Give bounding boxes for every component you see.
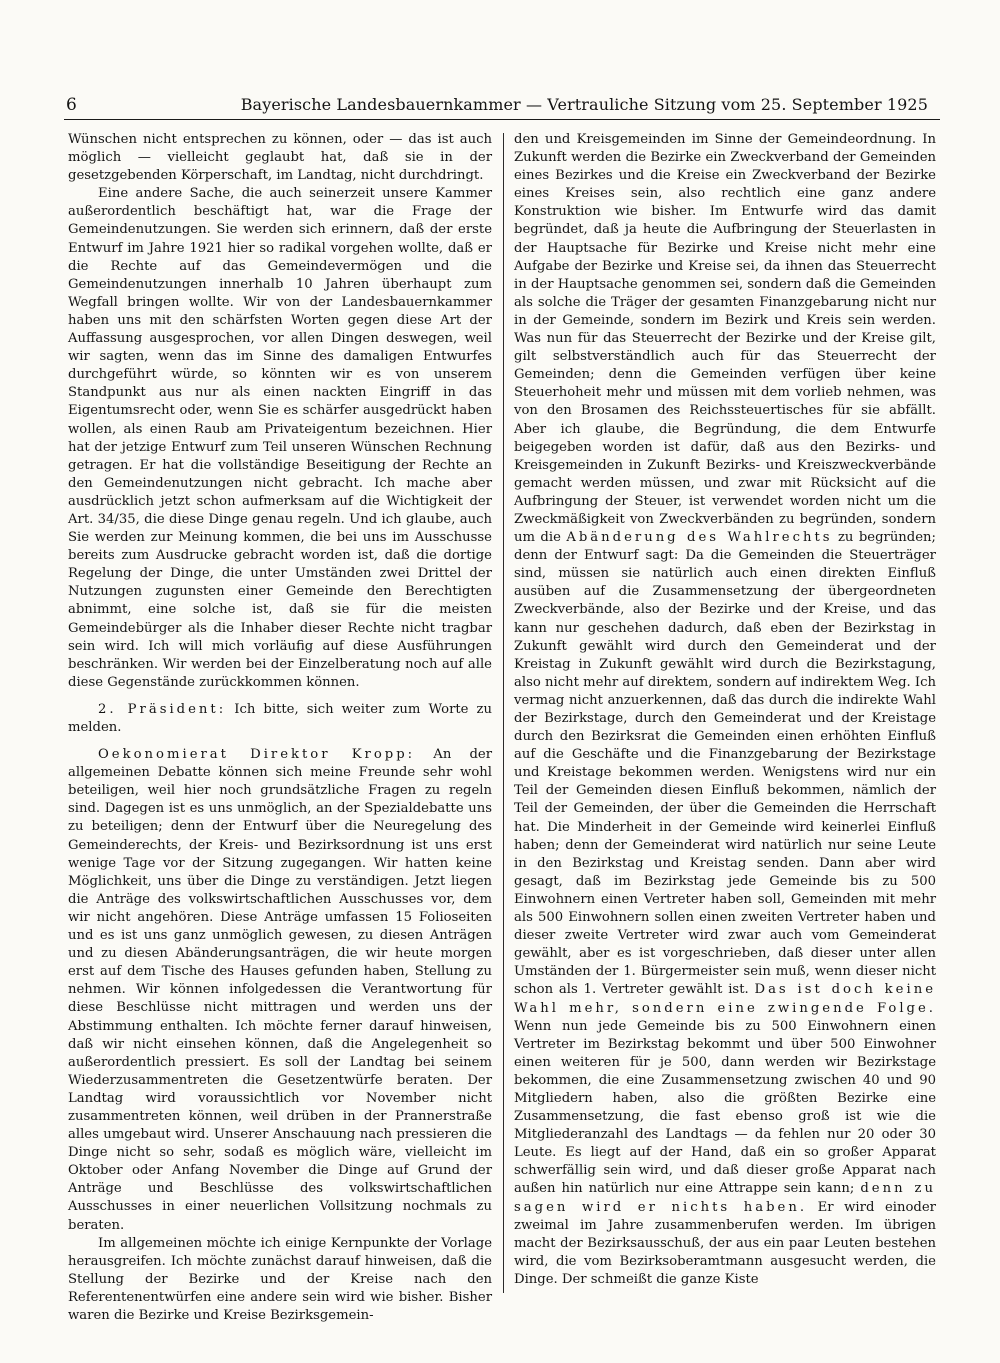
running-title: Bayerische Landesbauernkammer — Vertrauliche Sitzung vom 25. September 1925: [240, 95, 928, 114]
paragraph-text: Im allgemeinen möchte ich einige Kernpunkte der Vorlage herausgreifen. Ich möchte zunächst darauf hinweisen, daß die Stellung der Bezirke und der Kreise nach den Referentenentwürfen eine andere sein wird wie bisher. Bisher waren die Bezirke und Kreise Bezirksgemein-: [68, 1235, 492, 1323]
paragraph: [514, 131, 936, 1289]
running-header: [64, 95, 940, 120]
paragraph-text: Wenn nun jede Gemeinde bis zu 500 Einwohnern einen Vertreter im Bezirkstag bekommt und über 500 Einwohner einen weiteren für je 500, dann werden wir Bezirkstage bekommen, die eine Zusammensetzung zwischen 40 und 90 Mitgliedern haben, also die größten Bezirke eine Zusammensetzung, die fast ebenso groß ist wie die Mitgliederanzahl des Landtags — da fehlen nur 20 oder 30 Leute. Es liegt auf der Hand, daß ein so großer Apparat schwerfällig sein wird, und daß dieser große Apparat nach außen hin natürlich nur eine Attrappe sein kann;: [514, 1018, 936, 1197]
paragraph: [68, 131, 492, 185]
paragraph: [68, 746, 492, 1235]
paragraph: [68, 1235, 492, 1325]
right-column: [514, 131, 936, 1301]
page-number: 6: [66, 95, 77, 115]
speaker-name: Oekonomierat Direktor Kropp:: [98, 747, 416, 763]
paragraph: [68, 701, 492, 737]
emphasis-text: Das ist doch keine Wahl mehr, sondern eine zwingende Folge.: [514, 982, 936, 1016]
emphasis-text: Abänderung des Wahlrechts: [566, 530, 833, 546]
left-column: [68, 131, 493, 1323]
paragraph-text: den und Kreisgemeinden im Sinne der Gemeindeordnung. In Zukunft werden die Bezirke ein Zweckverband der Gemeinden eines Bezirkes und die Kreise ein Zweckverband der Bezirke eines Kreises sein, also rechtlich eine ganz andere Konstruktion wie bisher. Im Entwurfe wird das damit begründet, daß ja heute die Aufbringung der Steuerlasten in der Hauptsache für Bezirke und Kreise nicht mehr eine Aufgabe der Bezirke und Kreise sei, da ihnen das Steuerrecht in der Hauptsache genommen sei, sondern daß die Gemeinden als solche die Träger der gesamten Finanzgebarung nicht nur in der Gemeinde, sondern im Bezirk und Kreis sein werden. Was nun für das Steuerrecht der Bezirke und der Kreise gilt, gilt selbstverständlich auch für das Steuerrecht der Gemeinden; denn die Gemeinden verfügen über keine Steuerhoheit mehr und müssen mit dem vorlieb nehmen, was von den Brosamen des Reichssteuertisches für sie abfällt. Aber ich glaube, die Begründung, die dem Entwurfe beigegeben worden ist dafür, daß aus den Bezirks- und Kreisgemeinden in Zukunft Bezirks- und Kreiszweckverbände gemacht werden müssen, und zwar mit Rücksicht auf die Aufbringung der Steuer, ist verwendet worden nicht um die Zweckmäßigkeit von Zweckverbänden zu begründen, sondern um die: [514, 132, 936, 546]
emphasis-text: denn zu sagen wird er nichts haben.: [514, 1181, 936, 1215]
paragraph-text: Eine andere Sache, die auch seinerzeit unsere Kammer außerordentlich beschäftigt hat, war die Frage der Gemeindenutzungen. Sie werden sich erinnern, daß der erste Entwurf im Jahre 1921 hier so radikal vorgehen wollte, daß er die Rechte auf das Gemeindevermögen und die Gemeindenutzungen innerhalb 10 Jahren überhaupt zum Wegfall bringen wollte. Wir von der Landesbauernkammer haben uns mit den schärfsten Worten gegen diese Art der Auffassung ausgesprochen, vor allen Dingen deswegen, weil wir sagten, wenn das im Sinne des damaligen Entwurfes durchgeführt würde, so könnten wir es von unserem Standpunkt aus nur als einen nackten Eingriff in das Eigentumsrecht oder, wenn Sie es schärfer ausgedrückt haben wollen, als einen Raub am Privateigentum bezeichnen. Hier hat der jetzige Entwurf zum Teil unseren Wünschen Rechnung getragen. Er hat die vollständige Beseitigung der Rechte an den Gemeindenutzungen nicht gebracht. Ich mache aber ausdrücklich jetzt schon aufmerksam auf die Wichtigkeit der Art. 34/35, die diese Dinge genau regeln. Und ich glaube, auch Sie werden zur Meinung kommen, die bei uns im Ausschusse bereits zum Ausdrucke gebracht worden ist, daß die dortige Regelung der Dinge, die unter Umständen zwei Drittel der Nutzungen zugunsten einer Gemeinde den Berechtigten abnimmt, eine solche ist, daß sie für die meisten Gemeindebürger als die Inhaber dieser Rechte nicht tragbar sein wird. Ich will mich vorläufig auf diese Ausführungen beschränken. Wir werden bei der Einzelberatung noch auf alle diese Gegenstände zurückkommen können.: [68, 186, 492, 690]
column-divider: [503, 133, 504, 1293]
paragraph-text: zu begründen; denn der Entwurf sagt: Da die Gemeinden die Steuerträger sind, müssen sie natürlich auch einen direkten Einfluß ausüben auf die Zusammensetzung der übergeordneten Zweckverbände, also der Bezirke und der Kreise, und das kann nur geschehen dadurch, daß eben der Bezirkstag in Zukunft gewählt wird durch den Gemeinderat und der Kreistag in Zukunft gewählt wird durch die Bezirkstagung, also nicht mehr auf direktem, sondern auf indirektem Weg. Ich vermag nicht anzuerkennen, daß das durch die indirekte Wahl der Bezirkstage, durch den Gemeinderat und der Kreistage durch den Bezirksrat die Gemeinden einen erhöhten Einfluß auf die Geschäfte und die Finanzgebarung der Bezirkstage und Kreistage bekommen werden. Wenigstens wird nur ein Teil der Gemeinden diesen Einfluß bekommen, nämlich der Teil der Gemeinden, der über die Gemeinden die Herrschaft hat. Die Minderheit in der Gemeinde wird keinerlei Einfluß haben; denn der Gemeinderat wird natürlich nur seine Leute in den Bezirkstag und Kreistag senden. Dann aber wird gesagt, daß im Bezirkstag jede Gemeinde bis zu 500 Einwohnern einen Vertreter haben soll, Gemeinden mit mehr als 500 Einwohnern sollen einen zweiten Vertreter haben und dieser zweite Vertreter wird zwar auch vom Gemeinderat gewählt, aber es ist vorgeschrieben, daß dieser unter allen Umständen der 1. Bürgermeister sein muß, wenn dieser nicht schon als 1. Vertreter gewählt ist.: [514, 530, 936, 998]
paragraph-text: An der allgemeinen Debatte können sich meine Freunde sehr wohl beteiligen, weil hier noch grundsätzliche Fragen zu regeln sind. Dagegen ist es uns unmöglich, an der Spezialdebatte uns zu beteiligen; denn der Entwurf über die Neuregelung des Gemeinderechts, der Kreis- und Bezirksordnung ist uns erst wenige Tage vor der Sitzung zugegangen. Wir hatten keine Möglichkeit, uns über die Dinge zu verständigen. Jetzt liegen die Anträge des volkswirtschaftlichen Ausschusses vor, dem wir nicht angehören. Diese Anträge umfassen 15 Folioseiten und es ist uns ganz unmöglich gewesen, zu diesen Anträgen und zu diesen Abänderungsanträgen, die wir heute morgen erst auf dem Tische des Hauses gefunden haben, Stellung zu nehmen. Wir können infolgedessen die Verantwortung für diese Beschlüsse nicht mittragen und werden uns der Abstimmung enthalten. Ich möchte ferner darauf hinweisen, daß wir nicht einsehen können, daß die Angelegenheit so außerordentlich pressiert. Es soll der Landtag bei seinem Wiederzusammentreten die Gesetzentwürfe beraten. Der Landtag wird voraussichtlich vor November nicht zusammentreten können, weil drüben in der Prannerstraße alles umgebaut wird. Unserer Anschauung nach pressieren die Dinge nicht so sehr, sodaß es möglich wäre, vielleicht im Oktober oder Anfang November die Dinge auf Grund der Anträge und Beschlüsse des volkswirtschaftlichen Ausschusses in einer neuerlichen Vollsitzung nochmals zu beraten.: [68, 747, 493, 1233]
speaker-name: 2. Präsident:: [98, 701, 227, 717]
paragraph-text: Wünschen nicht entsprechen zu können, oder — das ist auch möglich — vielleicht geglaubt hat, daß sie in der gesetzgebenden Körperschaft, im Landtag, nicht durchdringt.: [68, 132, 492, 184]
paragraph-text: Er wird einoder zweimal im Jahre zusammenberufen werden. Im übrigen macht der Bezirksausschuß, der aus ein paar Leuten bestehen wird, die vom Bezirksoberamtmann ausgesucht werden, die Dinge. Der schmeißt die ganze Kiste: [514, 1199, 936, 1287]
paragraph-text: Ich bitte, sich weiter zum Worte zu melden.: [68, 701, 492, 735]
paragraph: [68, 185, 492, 692]
